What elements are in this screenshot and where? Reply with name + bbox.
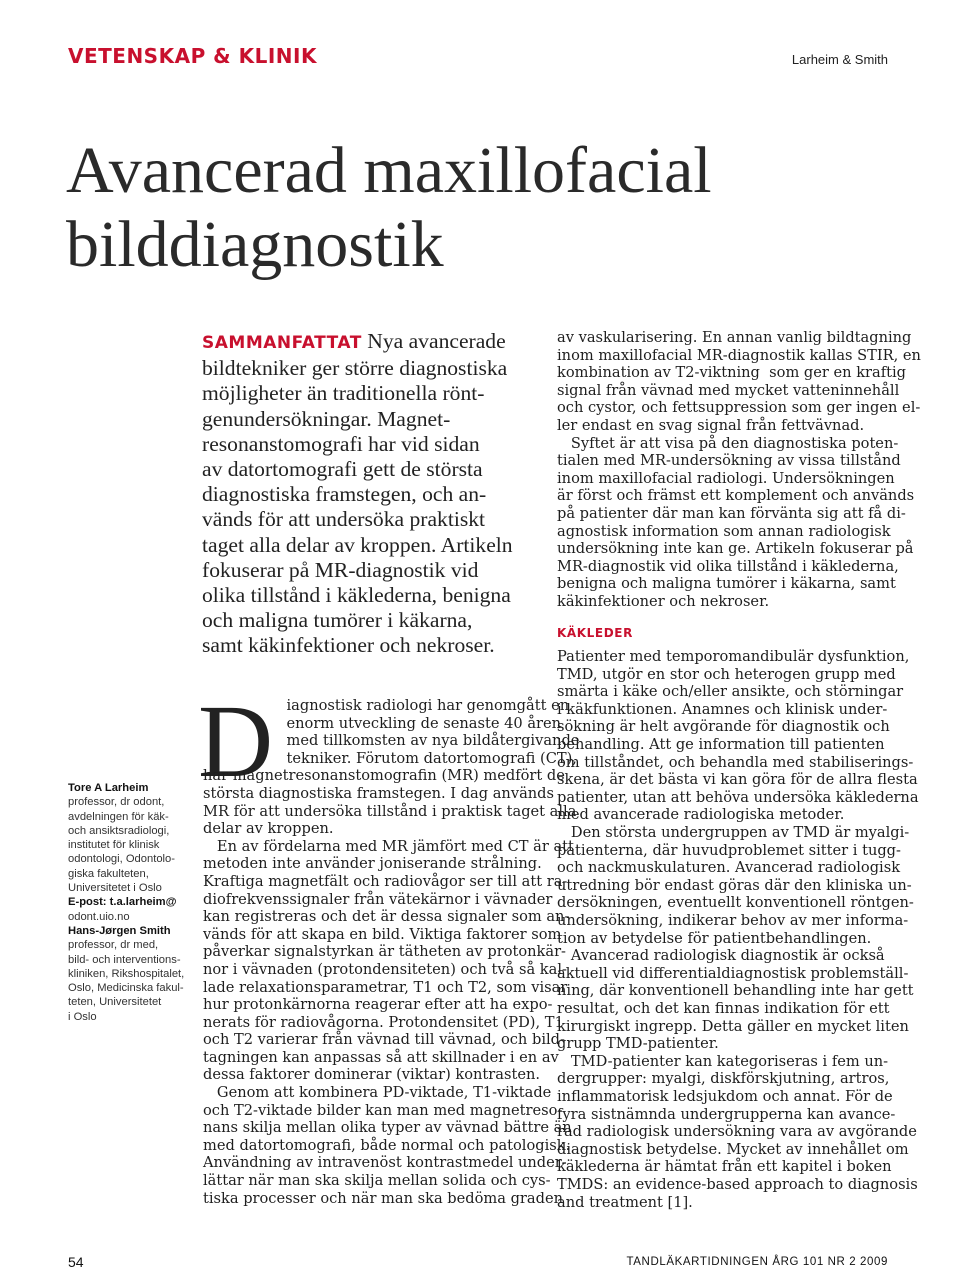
body-line: har magnetresonanstomografin (MR) medfört de: [203, 767, 565, 785]
body-line: om tillståndet, och behandla med stabiliserings-: [557, 753, 914, 771]
body-column-middle: [203, 697, 580, 1207]
body-line: aktuell vid differentialdiagnostisk problemställ-: [557, 964, 909, 982]
body-line: iagnostisk radiologi har genomgått en: [203, 697, 570, 714]
author-line: odont.uio.no: [68, 910, 130, 923]
body-line: TMD-patienter kan kategoriseras i fem un-: [557, 1052, 889, 1070]
body-line: and treatment [1].: [557, 1193, 693, 1211]
body-line: diagnostisk betydelse. Mycket av innehållet om: [557, 1140, 909, 1158]
body-line: inom maxillofacial MR-diagnostik kallas STIR, en: [557, 346, 921, 364]
body-column-right: [557, 329, 921, 1211]
body-line: inom maxillofacial radiologi. Undersökningen: [557, 469, 895, 487]
body-line: påverkar signalstyrkan är tätheten av protonkär-: [203, 943, 566, 961]
section-tag: VETENSKAP & KLINIK: [68, 44, 317, 68]
body-line: största diagnostiska framstegen. I dag används: [203, 784, 555, 802]
abstract-line: bildtekniker ger större diagnostiska: [202, 356, 508, 381]
body-line: Användning av intravenöst kontrastmedel under-: [203, 1154, 567, 1172]
body-line: käkinfektioner och nekroser.: [557, 592, 770, 610]
abstract-lead: SAMMANFATTAT: [202, 333, 362, 353]
body-line: och T2 varierar från vävnad till vävnad, och bild-: [203, 1031, 565, 1049]
body-line: benigna och maligna tumörer i käkarna, samt: [557, 575, 896, 593]
body-line: inflammatorisk ledsjukdom och annat. För de: [557, 1087, 893, 1105]
body-line: metoden inte använder joniserande strålning.: [203, 855, 542, 873]
title-line: Avancerad maxillofacial: [66, 134, 712, 207]
body-line: TMD, utgör en stor och heterogen grupp med: [557, 665, 896, 683]
body-line: ler endast en svag signal från fettvävnad.: [557, 416, 865, 434]
author-line: Universitetet i Oslo: [68, 882, 162, 895]
body-line: nans skilja mellan olika typer av vävnad bättre än: [203, 1119, 572, 1137]
body-line: tagningen kan anpassas så att skillnader i en av: [203, 1048, 559, 1066]
body-line: med datortomografi, både normal och patologisk.: [203, 1136, 571, 1154]
body-line: käklederna är hämtat från ett kapitel i boken: [557, 1158, 892, 1176]
body-line: hur protonkärnorna reagerar efter att ha expo-: [203, 996, 553, 1014]
abstract: [202, 329, 542, 659]
abstract-line: av datortomografi gett de största: [202, 457, 483, 482]
author-line: giska fakulteten,: [68, 867, 149, 880]
body-line: MR för att undersöka tillstånd i praktisk taget alla: [203, 802, 577, 820]
drop-cap: D: [198, 684, 274, 799]
abstract-line: taget alla delar av kroppen. Artikeln: [202, 532, 513, 557]
author-box: [68, 781, 192, 1024]
body-line: behandling. Att ge information till patienten: [557, 736, 885, 754]
body-line: och cystor, och fettsuppression som ger ingen el-: [557, 399, 921, 417]
body-line: tion av betydelse för patientbehandlingen.: [557, 929, 872, 947]
body-line: vänds för att skapa en bild. Viktiga faktorer som: [203, 925, 562, 943]
author-line: Oslo, Medicinska fakul-: [68, 982, 184, 995]
body-line: grupp TMD-patienter.: [557, 1035, 719, 1053]
author-line: bild- och interventions-: [68, 953, 181, 966]
body-line: lade relaxationsparametrar, T1 och T2, som visar: [203, 978, 568, 996]
body-line: rad radiologisk undersökning vara av avgörande: [557, 1123, 917, 1141]
abstract-line: resonanstomografi har vid sidan: [202, 431, 480, 456]
abstract-line: Nya avancerade: [361, 329, 506, 353]
journal-footer: TANDLÄKARTIDNINGEN ÅRG 101 NR 2 2009: [626, 1256, 888, 1268]
abstract-line: vänds för att undersöka praktiskt: [202, 507, 486, 532]
body-line: Syftet är att visa på den diagnostiska poten-: [557, 434, 899, 452]
body-line: TMDS: an evidence-based approach to diagnosis: [557, 1175, 918, 1193]
author-line: Tore A Larheim: [68, 782, 149, 794]
body-line: sökning är helt avgörande för diagnostik och: [557, 718, 890, 736]
body-line: kirurgiskt ingrepp. Detta gäller en mycket liten: [557, 1017, 909, 1035]
body-line: Avancerad radiologisk diagnostik är också: [557, 947, 885, 965]
abstract-line: genundersökningar. Magnet-: [202, 406, 451, 431]
author-line: Hans-Jørgen Smith: [68, 924, 171, 937]
body-line: lättar när man ska skilja mellan solida och cys-: [203, 1172, 551, 1190]
author-line: professor, dr med,: [68, 939, 159, 952]
body-line: agnostisk information som annan radiologisk: [557, 522, 891, 540]
abstract-line: och maligna tumörer i käkarna,: [202, 608, 473, 633]
body-line: och nackmuskulaturen. Avancerad radiologisk: [557, 859, 901, 877]
body-line: i käkfunktionen. Anamnes och klinisk under-: [557, 700, 888, 718]
abstract-line: fokuserar på MR-diagnostik vid: [202, 557, 479, 582]
author-line: i Oslo: [68, 1010, 97, 1023]
page-number: 54: [68, 1254, 84, 1270]
body-line: utredning bör endast göras där den kliniska un-: [557, 876, 912, 894]
body-line: resultat, och det kan finnas indikation för ett: [557, 999, 890, 1017]
author-line: teten, Universitetet: [68, 996, 162, 1009]
body-line: delar av kroppen.: [203, 820, 334, 838]
article-title: [66, 134, 866, 282]
author-line: professor, dr odont,: [68, 796, 165, 809]
author-line: odontologi, Odontolo-: [68, 853, 175, 866]
abstract-line: samt käkinfektioner och nekroser.: [202, 633, 495, 658]
body-line: dergrupper: myalgi, diskförskjutning, artros,: [557, 1070, 890, 1088]
body-line: Patienter med temporomandibulär dysfunktion,: [557, 648, 910, 666]
body-line: tialen med MR-undersökning av vissa tillstånd: [557, 452, 901, 470]
body-line: är först och främst ett komplement och används: [557, 487, 915, 505]
body-line: signal från vävnad med mycket vatteninnehåll: [557, 381, 900, 399]
abstract-line: möjligheter än traditionella rönt-: [202, 381, 485, 406]
author-line: och ansiktsradiologi,: [68, 824, 170, 837]
body-line: på patienter där man kan förvänta sig att få di-: [557, 504, 906, 522]
body-line: undersökning inte kan ge. Artikeln fokuserar på: [557, 540, 914, 558]
body-line: ning, där konventionell behandling inte har gett: [557, 982, 914, 1000]
body-line: dessa faktorer dominerar (viktar) kontrasten.: [203, 1066, 541, 1084]
body-line: En av fördelarna med MR jämfört med CT är att: [203, 837, 574, 855]
body-line: tekniker. Förutom datortomografi (CT),: [203, 749, 577, 767]
body-line: skena, är det bästa vi kan göra för de allra flesta: [557, 771, 918, 789]
abstract-first-line: [202, 329, 542, 356]
body-line: undersökning, indikerar behov av mer informa-: [557, 912, 909, 929]
body-line: tiska processer och när man ska bedöma graden: [203, 1189, 563, 1207]
body-line: smärta i käke och/eller ansikte, och störningar: [557, 683, 904, 701]
body-line: Kraftiga magnetfält och radiovågor ser till att ra-: [203, 872, 568, 890]
body-line: av vaskularisering. En annan vanlig bildtagning: [557, 329, 912, 346]
body-line: med avancerade radiologiska metoder.: [557, 806, 845, 824]
author-line: institutet för klinisk: [68, 839, 160, 852]
body-line: och T2-viktade bilder kan man med magnetreso-: [203, 1101, 563, 1119]
abstract-line: olika tillstånd i käklederna, benigna: [202, 583, 511, 608]
body-line: kan registreras och det är dessa signaler som an-: [203, 908, 570, 926]
body-line: Den största undergruppen av TMD är myalgi-: [557, 824, 910, 842]
author-line: avdelningen för käk-: [68, 810, 169, 823]
body-line: patienterna, där huvudproblemet sitter i tugg-: [557, 841, 901, 859]
body-line: diofrekvenssignaler från vätekärnor i vävnader: [203, 890, 553, 908]
body-line: patienter, utan att behöva undersöka käklederna: [557, 788, 919, 806]
body-line: kombination av T2-viktning som ger en kraftig: [557, 364, 906, 382]
body-line: nerats för radiovågorna. Protondensitet (PD), T1: [203, 1013, 564, 1031]
abstract-line: diagnostiska framstegen, och an-: [202, 482, 487, 507]
body-line: Genom att kombinera PD-viktade, T1-viktade: [203, 1084, 552, 1102]
body-line: enorm utveckling de senaste 40 åren: [203, 714, 562, 732]
body-line: MR-diagnostik vid olika tillstånd i käklederna,: [557, 557, 899, 575]
subheading-kakleder: KÄKLEDER: [557, 625, 633, 640]
title-line: bilddiagnostik: [66, 208, 444, 281]
running-authors: Larheim & Smith: [791, 52, 888, 67]
author-line: E-post: t.a.larheim@: [68, 896, 177, 909]
body-line: dersökningen, eventuellt konventionell röntgen-: [557, 894, 914, 912]
author-line: kliniken, Rikshospitalet,: [68, 967, 185, 980]
body-line: nor i vävnaden (protondensiteten) och två så kal-: [203, 960, 567, 978]
body-line: fyra sistnämnda undergrupperna kan avance-: [557, 1105, 896, 1123]
body-line: med tillkomsten av nya bildåtergivande: [203, 732, 580, 750]
